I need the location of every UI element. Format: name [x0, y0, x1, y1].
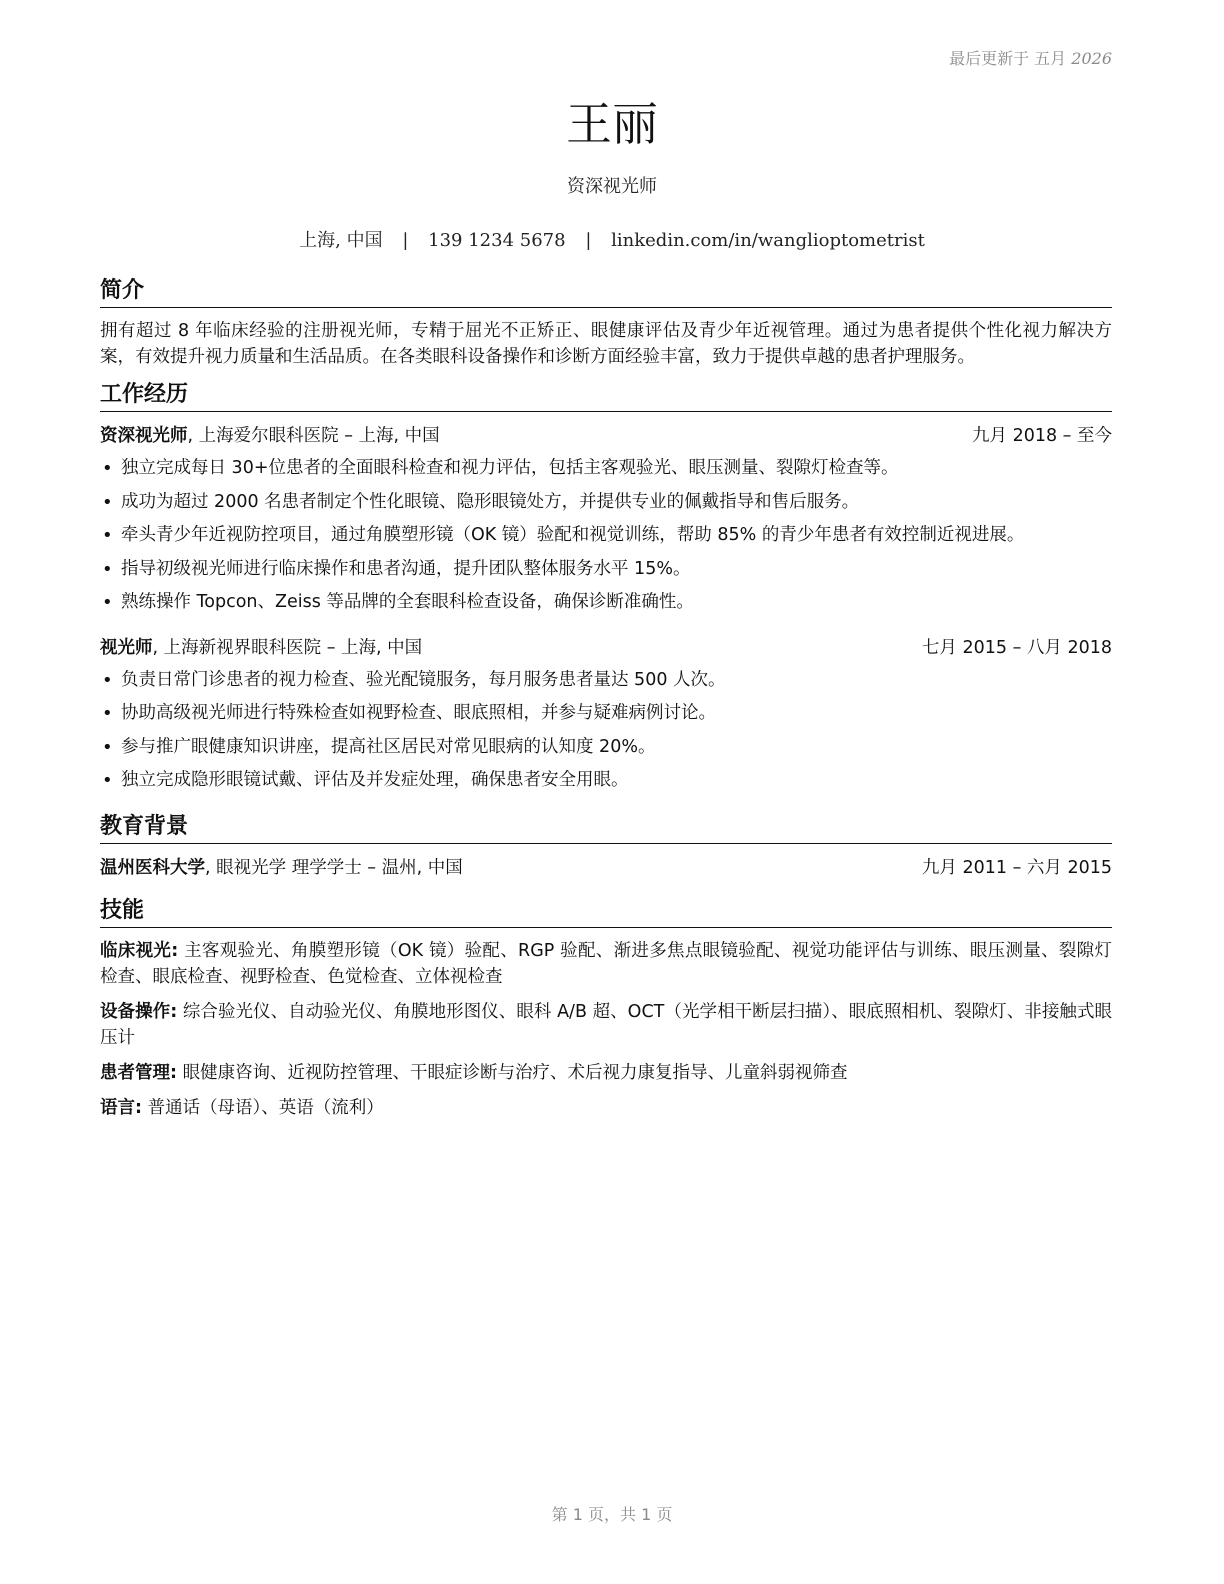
- last-updated: [949, 46, 1112, 69]
- contact-separator: |: [402, 230, 409, 251]
- job-bullet: • 牵头青少年近视防控项目，通过角膜塑形镜（OK 镜）验配和视觉训练，帮助 85% 的青少年患者有效控制近视进展。: [100, 519, 1112, 553]
- job-entry: [100, 422, 1112, 620]
- skill-row: [100, 1095, 1112, 1121]
- job-bullet: • 协助高级视光师进行特殊检查如视野检查、眼底照相，并参与疑难病例讨论。: [100, 697, 1112, 731]
- contact-line: [0, 226, 1224, 252]
- experience-heading: 工作经历: [100, 380, 1112, 412]
- education-degree: [100, 854, 463, 882]
- page-number: 第 1 页，共 1 页: [551, 1505, 673, 1524]
- education-dates: 九月 2011 – 六月 2015: [921, 857, 1112, 878]
- last-updated-year: 2026: [1071, 49, 1112, 68]
- skill-row: [100, 999, 1112, 1051]
- contact-separator: |: [585, 230, 592, 251]
- skill-label: 临床视光:: [100, 940, 179, 961]
- skill-text: 主客观验光、角膜塑形镜（OK 镜）验配、RGP 验配、渐进多焦点眼镜验配、视觉功能评估与训练、眼压测量、裂隙灯检查、眼底检查、视野检查、色觉检查、立体视检查: [100, 940, 1112, 987]
- job-bullet: • 独立完成每日 30+位患者的全面眼科检查和视力评估，包括主客观验光、眼压测量、裂隙灯检查等。: [100, 452, 1112, 486]
- skill-label: 设备操作:: [100, 1001, 178, 1022]
- skill-row: [100, 1060, 1112, 1086]
- job-position: [100, 422, 440, 450]
- job-title: 视光师: [100, 637, 153, 658]
- summary-heading: 简介: [100, 276, 1112, 308]
- job-bullet: • 参与推广眼健康知识讲座，提高社区居民对常见眼病的认知度 20%。: [100, 731, 1112, 765]
- education-heading: 教育背景: [100, 812, 1112, 844]
- contact-linkedin-link[interactable]: linkedin.com/in/wanglioptometrist: [611, 230, 925, 251]
- job-dates: 七月 2015 – 八月 2018: [921, 637, 1112, 658]
- job-bullet: • 负责日常门诊患者的视力检查、验光配镜服务，每月服务患者量达 500 人次。: [100, 664, 1112, 698]
- skill-text: 综合验光仪、自动验光仪、角膜地形图仪、眼科 A/B 超、OCT（光学相干断层扫描）、眼底照相机、裂隙灯、非接触式眼压计: [100, 1001, 1112, 1048]
- job-bullets: [100, 452, 1112, 620]
- job-entry: [100, 634, 1112, 798]
- contact-location: 上海, 中国: [299, 230, 383, 251]
- candidate-headline: 资深视光师: [567, 176, 657, 197]
- skill-row: [100, 938, 1112, 990]
- job-header: [100, 634, 1112, 662]
- last-updated-prefix: 最后更新于 五月: [949, 49, 1067, 68]
- job-bullet: • 独立完成隐形眼镜试戴、评估及并发症处理，确保患者安全用眼。: [100, 764, 1112, 798]
- skill-label: 语言:: [100, 1097, 142, 1118]
- job-bullet: • 熟练操作 Topcon、Zeiss 等品牌的全套眼科检查设备，确保诊断准确性。: [100, 586, 1112, 620]
- contact-phone[interactable]: 139 1234 5678: [428, 230, 566, 251]
- candidate-name: 王丽: [566, 97, 658, 151]
- job-bullets: [100, 664, 1112, 798]
- skills-heading: 技能: [100, 896, 1112, 928]
- education-details: , 眼视光学 理学学士 – 温州, 中国: [205, 857, 463, 878]
- education-school: 温州医科大学: [100, 857, 205, 878]
- job-dates: 九月 2018 – 至今: [972, 426, 1112, 446]
- job-title: 资深视光师: [100, 426, 188, 446]
- skill-label: 患者管理:: [100, 1062, 177, 1083]
- summary-text: 拥有超过 8 年临床经验的注册视光师，专精于屈光不正矫正、眼健康评估及青少年近视管理。通过为患者提供个性化视力解决方案，有效提升视力质量和生活品质。在各类眼科设备操作和诊断方面经验丰富，致力于提供卓越的患者护理服务。: [100, 321, 1112, 367]
- job-employer: , 上海爱尔眼科医院 – 上海, 中国: [187, 426, 440, 446]
- job-bullet: • 成功为超过 2000 名患者制定个性化眼镜、隐形眼镜处方，并提供专业的佩戴指导和售后服务。: [100, 486, 1112, 520]
- job-position: [100, 634, 422, 662]
- job-bullet: • 指导初级视光师进行临床操作和患者沟通，提升团队整体服务水平 15%。: [100, 553, 1112, 587]
- skill-text: 眼健康咨询、近视防控管理、干眼症诊断与治疗、术后视力康复指导、儿童斜弱视筛查: [177, 1062, 848, 1083]
- skill-text: 普通话（母语）、英语（流利）: [142, 1097, 384, 1118]
- resume-body: [100, 276, 1112, 1130]
- education-entry: [100, 854, 1112, 882]
- job-header: [100, 422, 1112, 450]
- job-employer: , 上海新视界眼科医院 – 上海, 中国: [152, 637, 423, 658]
